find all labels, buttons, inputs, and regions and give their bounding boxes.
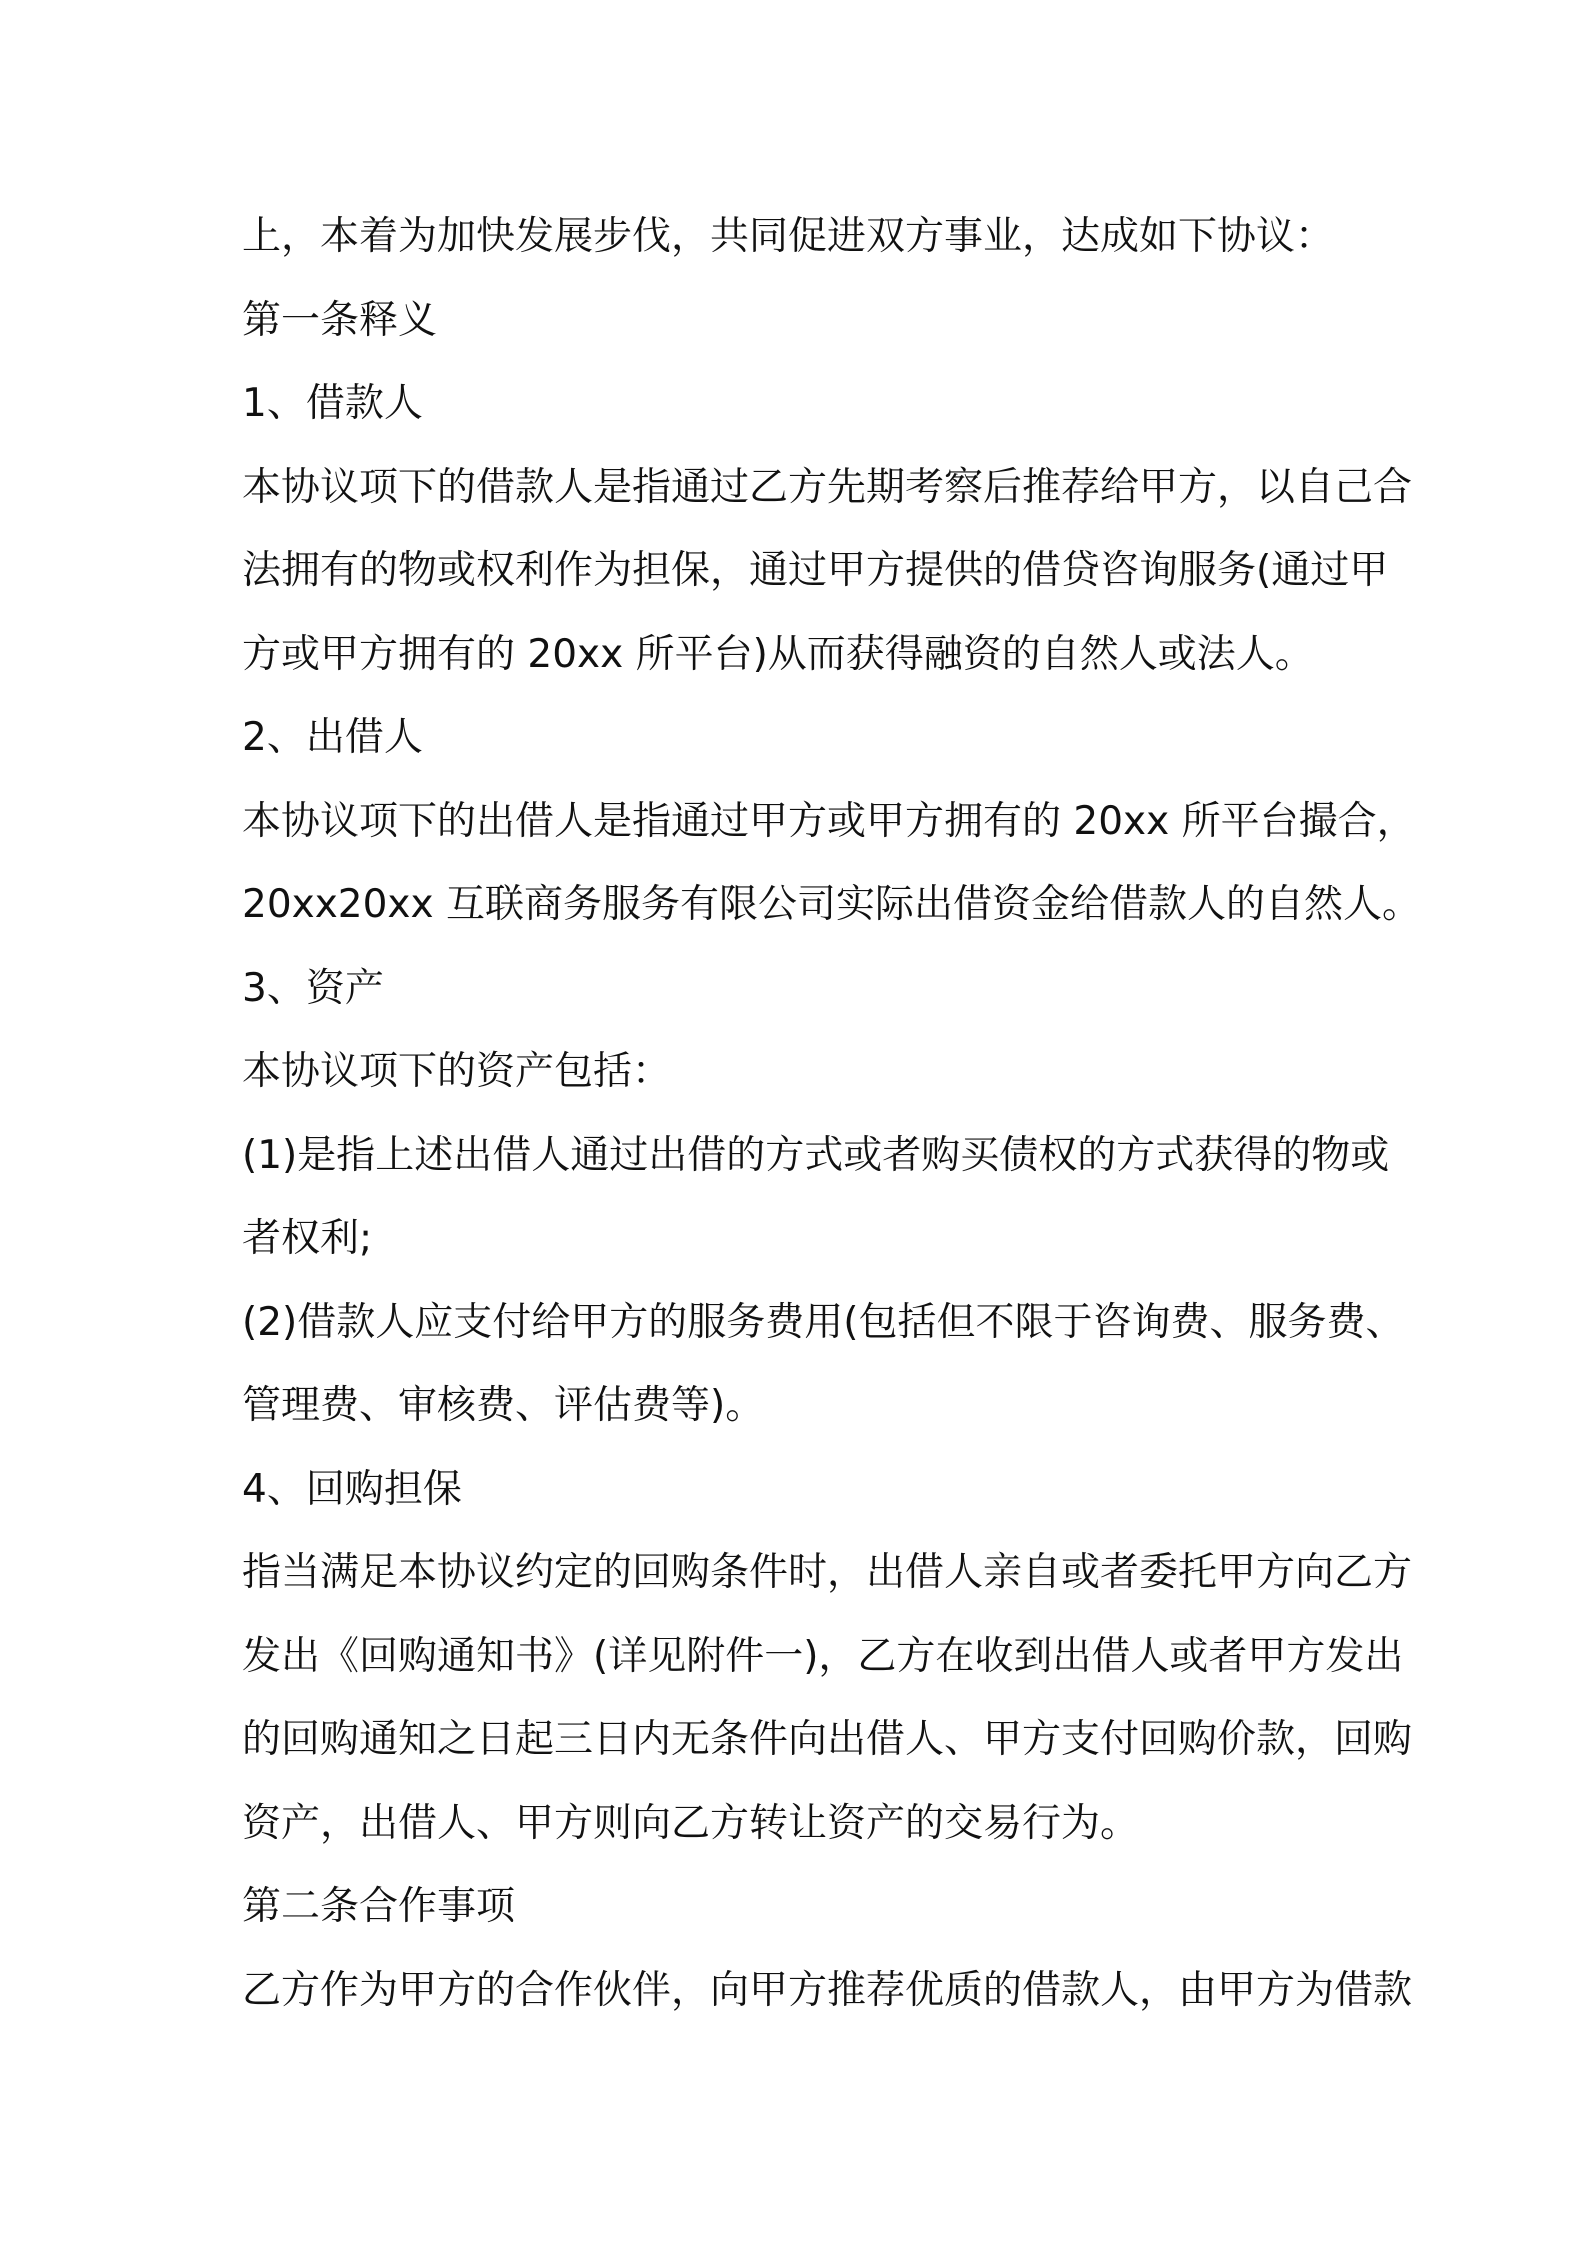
paragraph-line: 本协议项下的资产包括： [242, 1049, 672, 1094]
paragraph-line: 本协议项下的借款人是指通过乙方先期考察后推荐给甲方，以自己合 [242, 464, 1413, 510]
section-heading: 4、回购担保 [242, 1466, 462, 1512]
document-body [242, 195, 1421, 2032]
section-heading: 2、出借人 [242, 715, 423, 760]
paragraph-line: 上，本着为加快发展步伐，共同促进双方事业，达成如下协议： [242, 214, 1335, 259]
paragraph-line: 本协议项下的出借人是指通过甲方或甲方拥有的 20xx 所平台撮合， [242, 798, 1416, 844]
paragraph-line: (1)是指上述出借人通过出借的方式或者购买债权的方式获得的物或 [242, 1132, 1390, 1178]
section-heading: 1、借款人 [242, 381, 423, 426]
paragraph-line: (2)借款人应支付给甲方的服务费用(包括但不限于咨询费、服务费、 [242, 1299, 1405, 1345]
paragraph-line: 法拥有的物或权利作为担保，通过甲方提供的借贷咨询服务(通过甲 [242, 548, 1389, 593]
paragraph-line: 发出《回购通知书》(详见附件一)，乙方在收到出借人或者甲方发出 [242, 1633, 1404, 1679]
paragraph-line: 乙方作为甲方的合作伙伴，向甲方推荐优质的借款人，由甲方为借款 [242, 1967, 1413, 2013]
paragraph-line: 方或甲方拥有的 20xx 所平台)从而获得融资的自然人或法人。 [242, 631, 1314, 677]
section-heading: 3、资产 [242, 965, 384, 1011]
paragraph-line: 20xx20xx 互联商务服务有限公司实际出借资金给借款人的自然人。 [242, 882, 1421, 927]
paragraph-line: 指当满足本协议约定的回购条件时，出借人亲自或者委托甲方向乙方 [242, 1550, 1413, 1595]
article-heading: 第一条释义 [242, 297, 438, 343]
paragraph-line: 管理费、审核费、评估费等)。 [242, 1383, 765, 1428]
paragraph-line: 的回购通知之日起三日内无条件向出借人、甲方支付回购价款，回购 [242, 1717, 1413, 1762]
paragraph-line: 资产，出借人、甲方则向乙方转让资产的交易行为。 [242, 1800, 1140, 1846]
paragraph-line: 者权利; [242, 1216, 373, 1261]
article-heading: 第二条合作事项 [242, 1884, 516, 1929]
